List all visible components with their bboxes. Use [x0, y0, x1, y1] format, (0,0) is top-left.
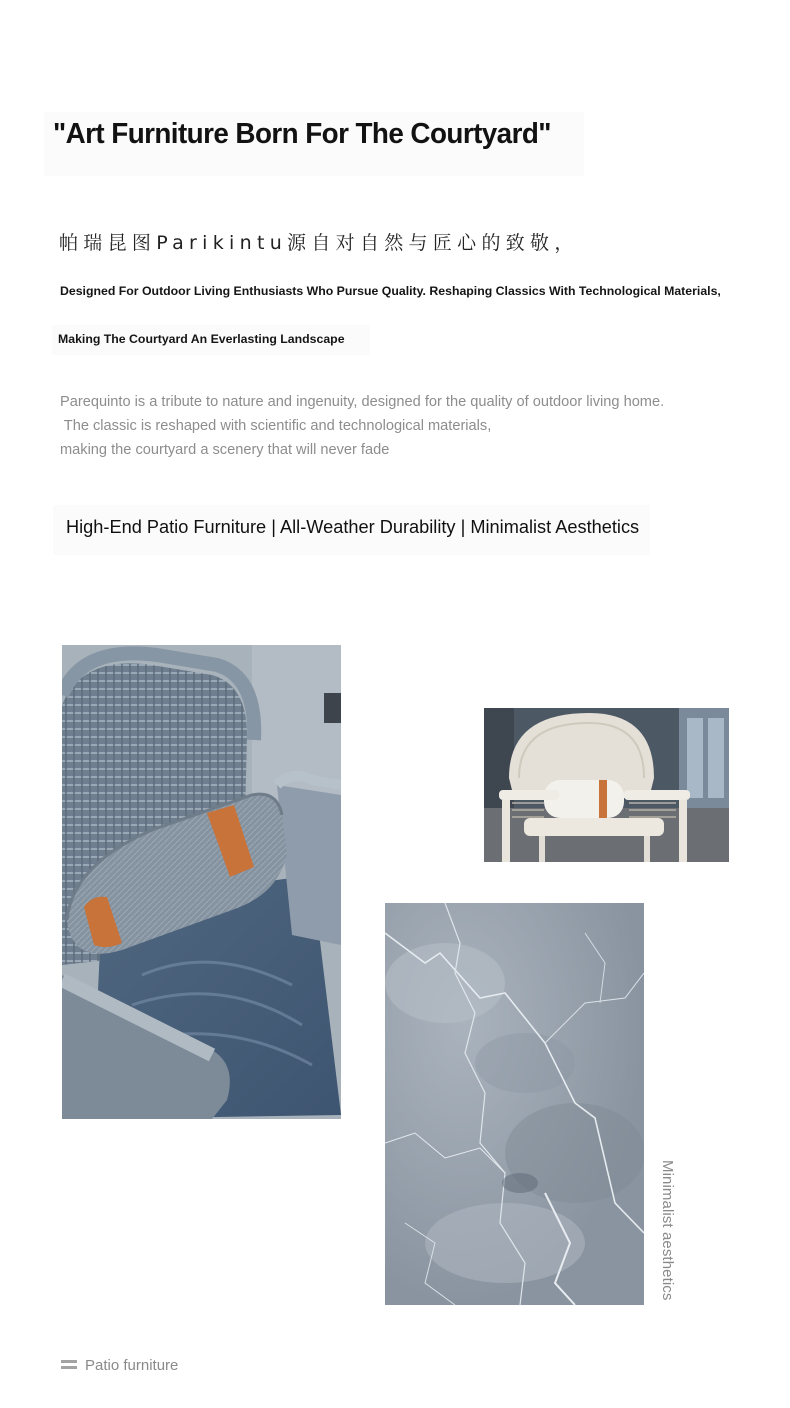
menu-lines-icon	[61, 1360, 77, 1371]
woven-chair-closeup-image	[62, 645, 341, 1119]
subtitle-line-1: Designed For Outdoor Living Enthusiasts Who Pursue Quality. Reshaping Classics With Technological Materials,	[60, 284, 721, 298]
description-line: The classic is reshaped with scientific and technological materials,	[60, 418, 492, 434]
footer-label-group	[61, 1357, 178, 1374]
description-line: making the courtyard a scenery that will never fade	[60, 442, 390, 458]
white-armchair-image	[484, 708, 729, 862]
chinese-heading: 帕瑞昆图Parikintu源自对自然与匠心的致敬，	[59, 232, 579, 254]
white-rope-armchair-icon	[484, 708, 729, 862]
tagline: High-End Patio Furniture | All-Weather Durability | Minimalist Aesthetics	[66, 517, 640, 537]
description-line: Parequinto is a tribute to nature and ingenuity, designed for the quality of outdoor living home.	[60, 394, 665, 410]
description-paragraph	[60, 390, 740, 462]
footer-label: Patio furniture	[85, 1357, 179, 1374]
grey-woven-chair-with-cushion-icon	[62, 645, 341, 1119]
marble-texture-image	[385, 903, 644, 1305]
subtitle-line-2: Making The Courtyard An Everlasting Landscape	[58, 332, 345, 346]
grey-marble-slab-icon	[385, 903, 644, 1305]
vertical-caption: Minimalist aesthetics	[659, 1160, 676, 1301]
page-title: "Art Furniture Born For The Courtyard"	[53, 118, 551, 150]
